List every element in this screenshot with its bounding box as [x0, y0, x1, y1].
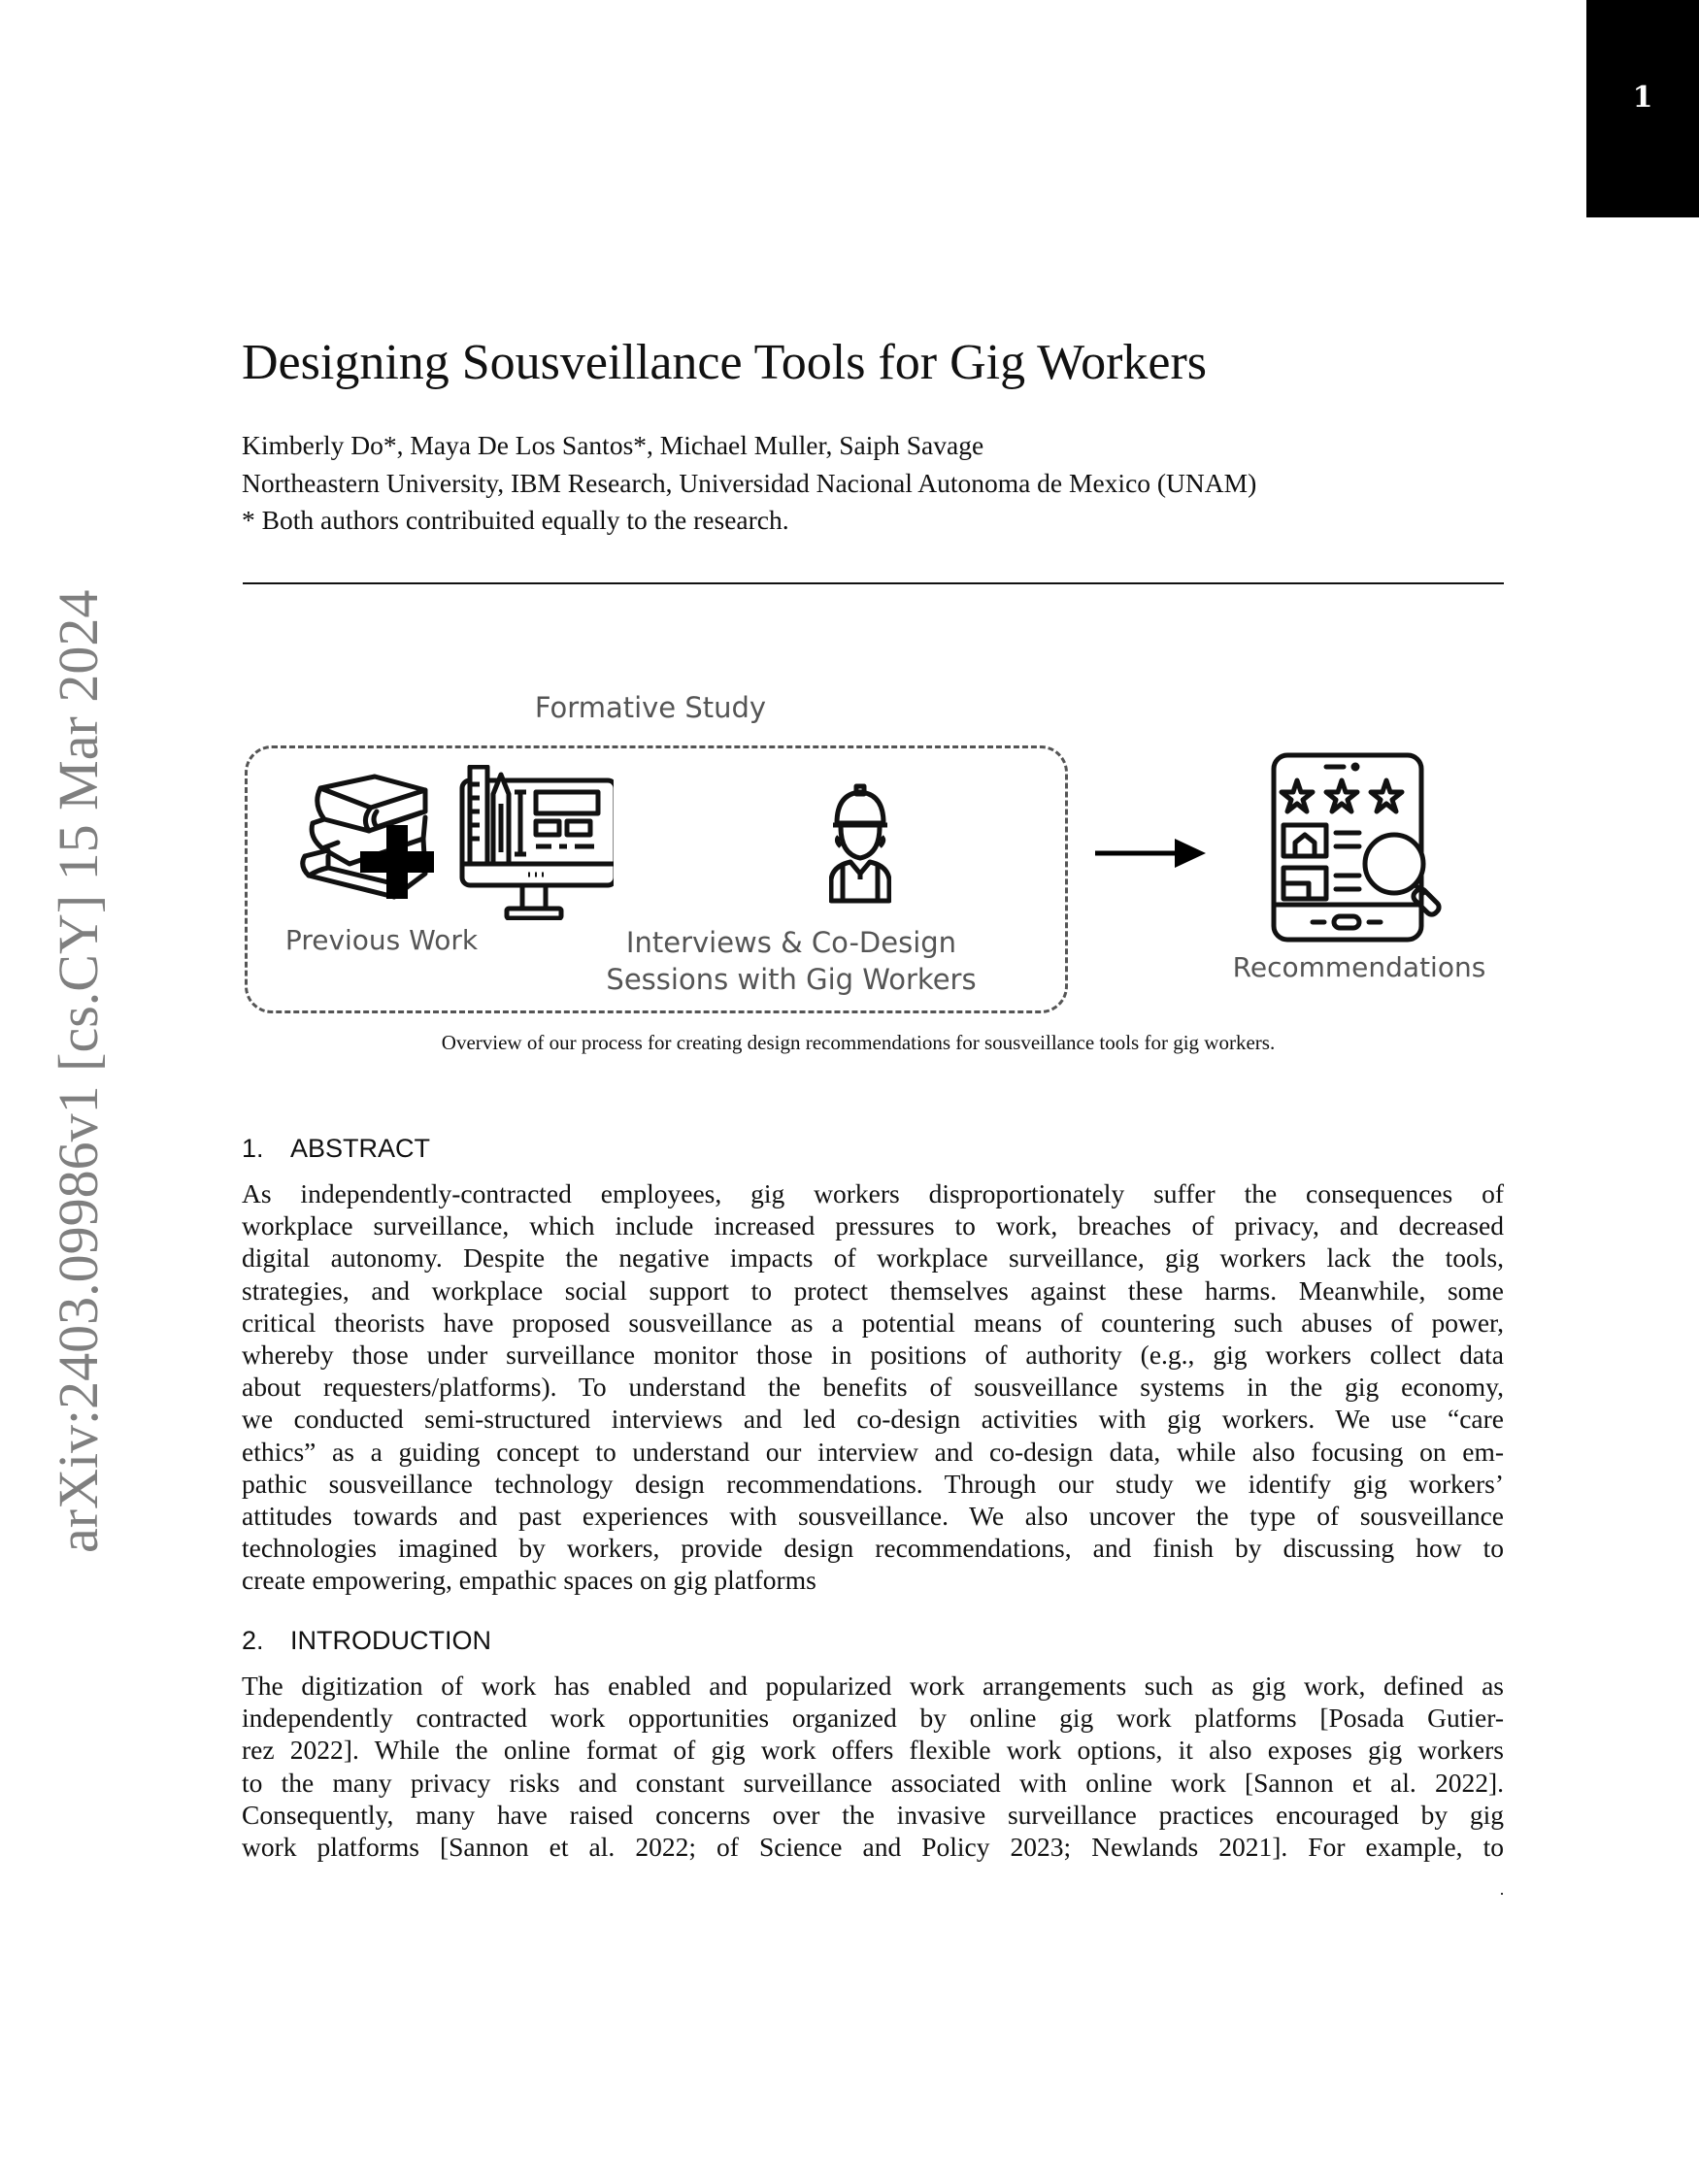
text-line: whereby those under surveillance monitor those in positions of authority (e.g., gig workers collect data: [242, 1339, 1504, 1370]
header-divider: [243, 582, 1504, 584]
formative-study-label: Formative Study: [534, 691, 767, 724]
text-line: critical theorists have proposed sousveillance as a potential means of countering such abuses of power,: [242, 1307, 1504, 1338]
figure-caption: Overview of our process for creating design recommendations for sousveillance tools for gig workers.: [441, 1031, 1276, 1054]
author-block: [242, 427, 1256, 540]
author-list: Kimberly Do*, Maya De Los Santos*, Michael Muller, Saiph Savage: [242, 430, 984, 460]
text-line: work platforms [Sannon et al. 2022; of Science and Policy 2023; Newlands 2021]. For example, to: [242, 1831, 1504, 1862]
gig-worker-hardhat-icon: [829, 782, 891, 907]
process-overview-figure: [233, 679, 1515, 1068]
text-line: As independently-contracted employees, gig workers disproportionately suffer the consequences of: [242, 1178, 1504, 1208]
text-line: to the many privacy risks and constant surveillance associated with online work [Sannon et al. 2022].: [242, 1767, 1504, 1798]
text-line: rez 2022]. While the online format of gig work offers flexible work options, it also exposes gig workers: [242, 1735, 1504, 1766]
previous-work-label: Previous Work: [284, 924, 479, 956]
arxiv-identifier-stamp: arXiv:2403.09986v1 [cs.CY] 15 Mar 2024: [47, 589, 110, 1553]
text-line: create empowering, empathic spaces on gig platforms: [242, 1565, 816, 1596]
text-line: we conducted semi-structured interviews and led co-design activities with gig workers. We use “care: [242, 1404, 1504, 1435]
text-line: ethics” as a guiding concept to understand our interview and co-design data, while also focusing on em-: [242, 1436, 1504, 1467]
design-monitor-icon: [458, 765, 614, 920]
plus-operator-icon: [360, 825, 434, 899]
right-arrow-icon: [1095, 837, 1208, 870]
stray-mark: [1501, 1893, 1503, 1895]
paper-title: Designing Sousveillance Tools for Gig Workers: [242, 335, 1208, 390]
text-line: about requesters/platforms). To understand the benefits of sousveillance systems in the gig economy,: [242, 1372, 1504, 1403]
text-line: workplace surveillance, which include increased pressures to work, breaches of privacy, and decreased: [242, 1210, 1504, 1241]
abstract-body: [242, 1177, 1504, 1596]
page-number-tab: [1586, 0, 1699, 217]
affiliations: Northeastern University, IBM Research, Universidad Nacional Autonoma de Mexico (UNAM): [242, 467, 1257, 498]
tablet-rating-search-icon: [1266, 751, 1460, 945]
page-number: 1: [1632, 80, 1653, 115]
text-line: attitudes towards and past experiences with sousveillance. We also uncover the type of sousveillance: [242, 1500, 1504, 1531]
equal-contribution-note: * Both authors contribuited equally to the research.: [242, 505, 789, 535]
interviews-codesign-label: Interviews & Co-Design Sessions with Gig Workers: [606, 926, 977, 996]
section-heading-introduction: 2. INTRODUCTION: [242, 1626, 491, 1655]
text-line: The digitization of work has enabled and popularized work arrangements such as gig work, defined as: [242, 1671, 1504, 1701]
text-line: Consequently, many have raised concerns over the invasive surveillance practices encouraged by gig: [242, 1799, 1504, 1830]
section-heading-abstract: 1. ABSTRACT: [242, 1134, 431, 1163]
text-line: pathic sousveillance technology design recommendations. Through our study we identify gig workers’: [242, 1468, 1504, 1499]
text-line: strategies, and workplace social support to protect themselves against these harms. Meanwhile, some: [242, 1274, 1504, 1306]
introduction-body: [242, 1670, 1504, 1863]
text-line: technologies imagined by workers, provide design recommendations, and finish by discussing how to: [242, 1533, 1504, 1564]
recommendations-label: Recommendations: [1232, 951, 1486, 983]
text-line: independently contracted work opportunities organized by online gig work platforms [Posada Gutier-: [242, 1703, 1504, 1734]
text-line: digital autonomy. Despite the negative impacts of workplace surveillance, gig workers lack the tools,: [242, 1242, 1504, 1274]
